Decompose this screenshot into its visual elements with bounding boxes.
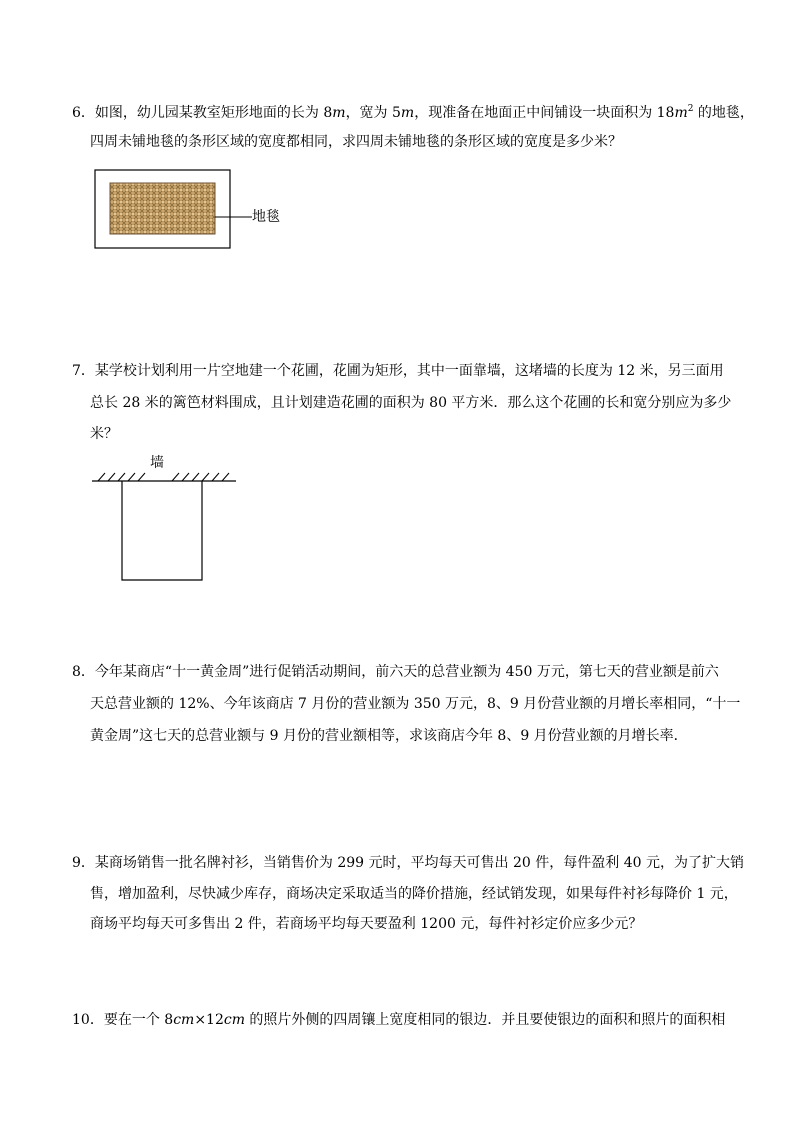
problem-7-line-1: 7．某学校计划利用一片空地建一个花圃，花圃为矩形，其中一面靠墙，这堵墙的长度为 12 米，另三面用 <box>72 363 724 379</box>
garden-figure <box>90 455 240 585</box>
carpet-figure <box>94 169 294 253</box>
problem-6-number: 6 <box>72 105 81 121</box>
problem-8-number: 8 <box>72 664 81 680</box>
problem-9-line-1: 9．某商场销售一批名牌衬衫，当销售价为 299 元时，平均每天可售出 20 件，每件盈利 40 元，为了扩大销 <box>72 855 744 871</box>
problem-10-number: 10 <box>72 1012 90 1028</box>
problem-9-line-2: 售，增加盈利，尽快减少库存，商场决定采取适当的降价措施，经试销发现，如果每件衬衫每降价 1 元， <box>90 886 738 902</box>
problem-9-number: 9 <box>72 855 81 871</box>
problem-7-line-2: 总长 28 米的篱笆材料围成，且计划建造花圃的面积为 80 平方米．那么这个花圃的长和宽分别应为多少 <box>90 395 732 411</box>
problem-10-line-1: 10．要在一个 8cm×12cm 的照片外侧的四周镶上宽度相同的银边．并且要使银边的面积和照片的面积相 <box>72 1012 726 1028</box>
problem-8-line-2: 天总营业额的 12%、今年该商店 7 月份的营业额为 350 万元，8、9 月份营业额的月增长率相同，“十一 <box>90 696 741 712</box>
carpet-rect <box>110 183 215 234</box>
garden-diagram <box>90 455 240 585</box>
garden-fence <box>122 481 202 580</box>
wall-hatching <box>98 473 229 481</box>
problem-9-line-3: 商场平均每天可多售出 2 件，若商场平均每天要盈利 1200 元，每件衬衫定价应多少元？ <box>90 916 643 932</box>
wall-label: 墙 <box>150 455 164 471</box>
carpet-label: 地毯 <box>252 209 280 225</box>
problem-7-number: 7 <box>72 363 81 379</box>
problem-8-line-1: 8．今年某商店“十一黄金周”进行促销活动期间，前六天的总营业额为 450 万元，第七天的营业额是前六 <box>72 664 719 680</box>
problem-6-line-2: 四周未铺地毯的条形区域的宽度都相同，求四周未铺地毯的条形区域的宽度是多少米？ <box>90 134 622 150</box>
problem-7-line-3: 米？ <box>90 426 118 442</box>
problem-6-line-1: 6．如图，幼儿园某教室矩形地面的长为 8m，宽为 5m，现准备在地面正中间铺设一块面积为 $18m^2$ 的地毯， <box>72 104 754 121</box>
problem-8-line-3: 黄金周”这七天的总营业额与 9 月份的营业额相等，求该商店今年 8、9 月份营业额的月增长率． <box>90 728 688 744</box>
